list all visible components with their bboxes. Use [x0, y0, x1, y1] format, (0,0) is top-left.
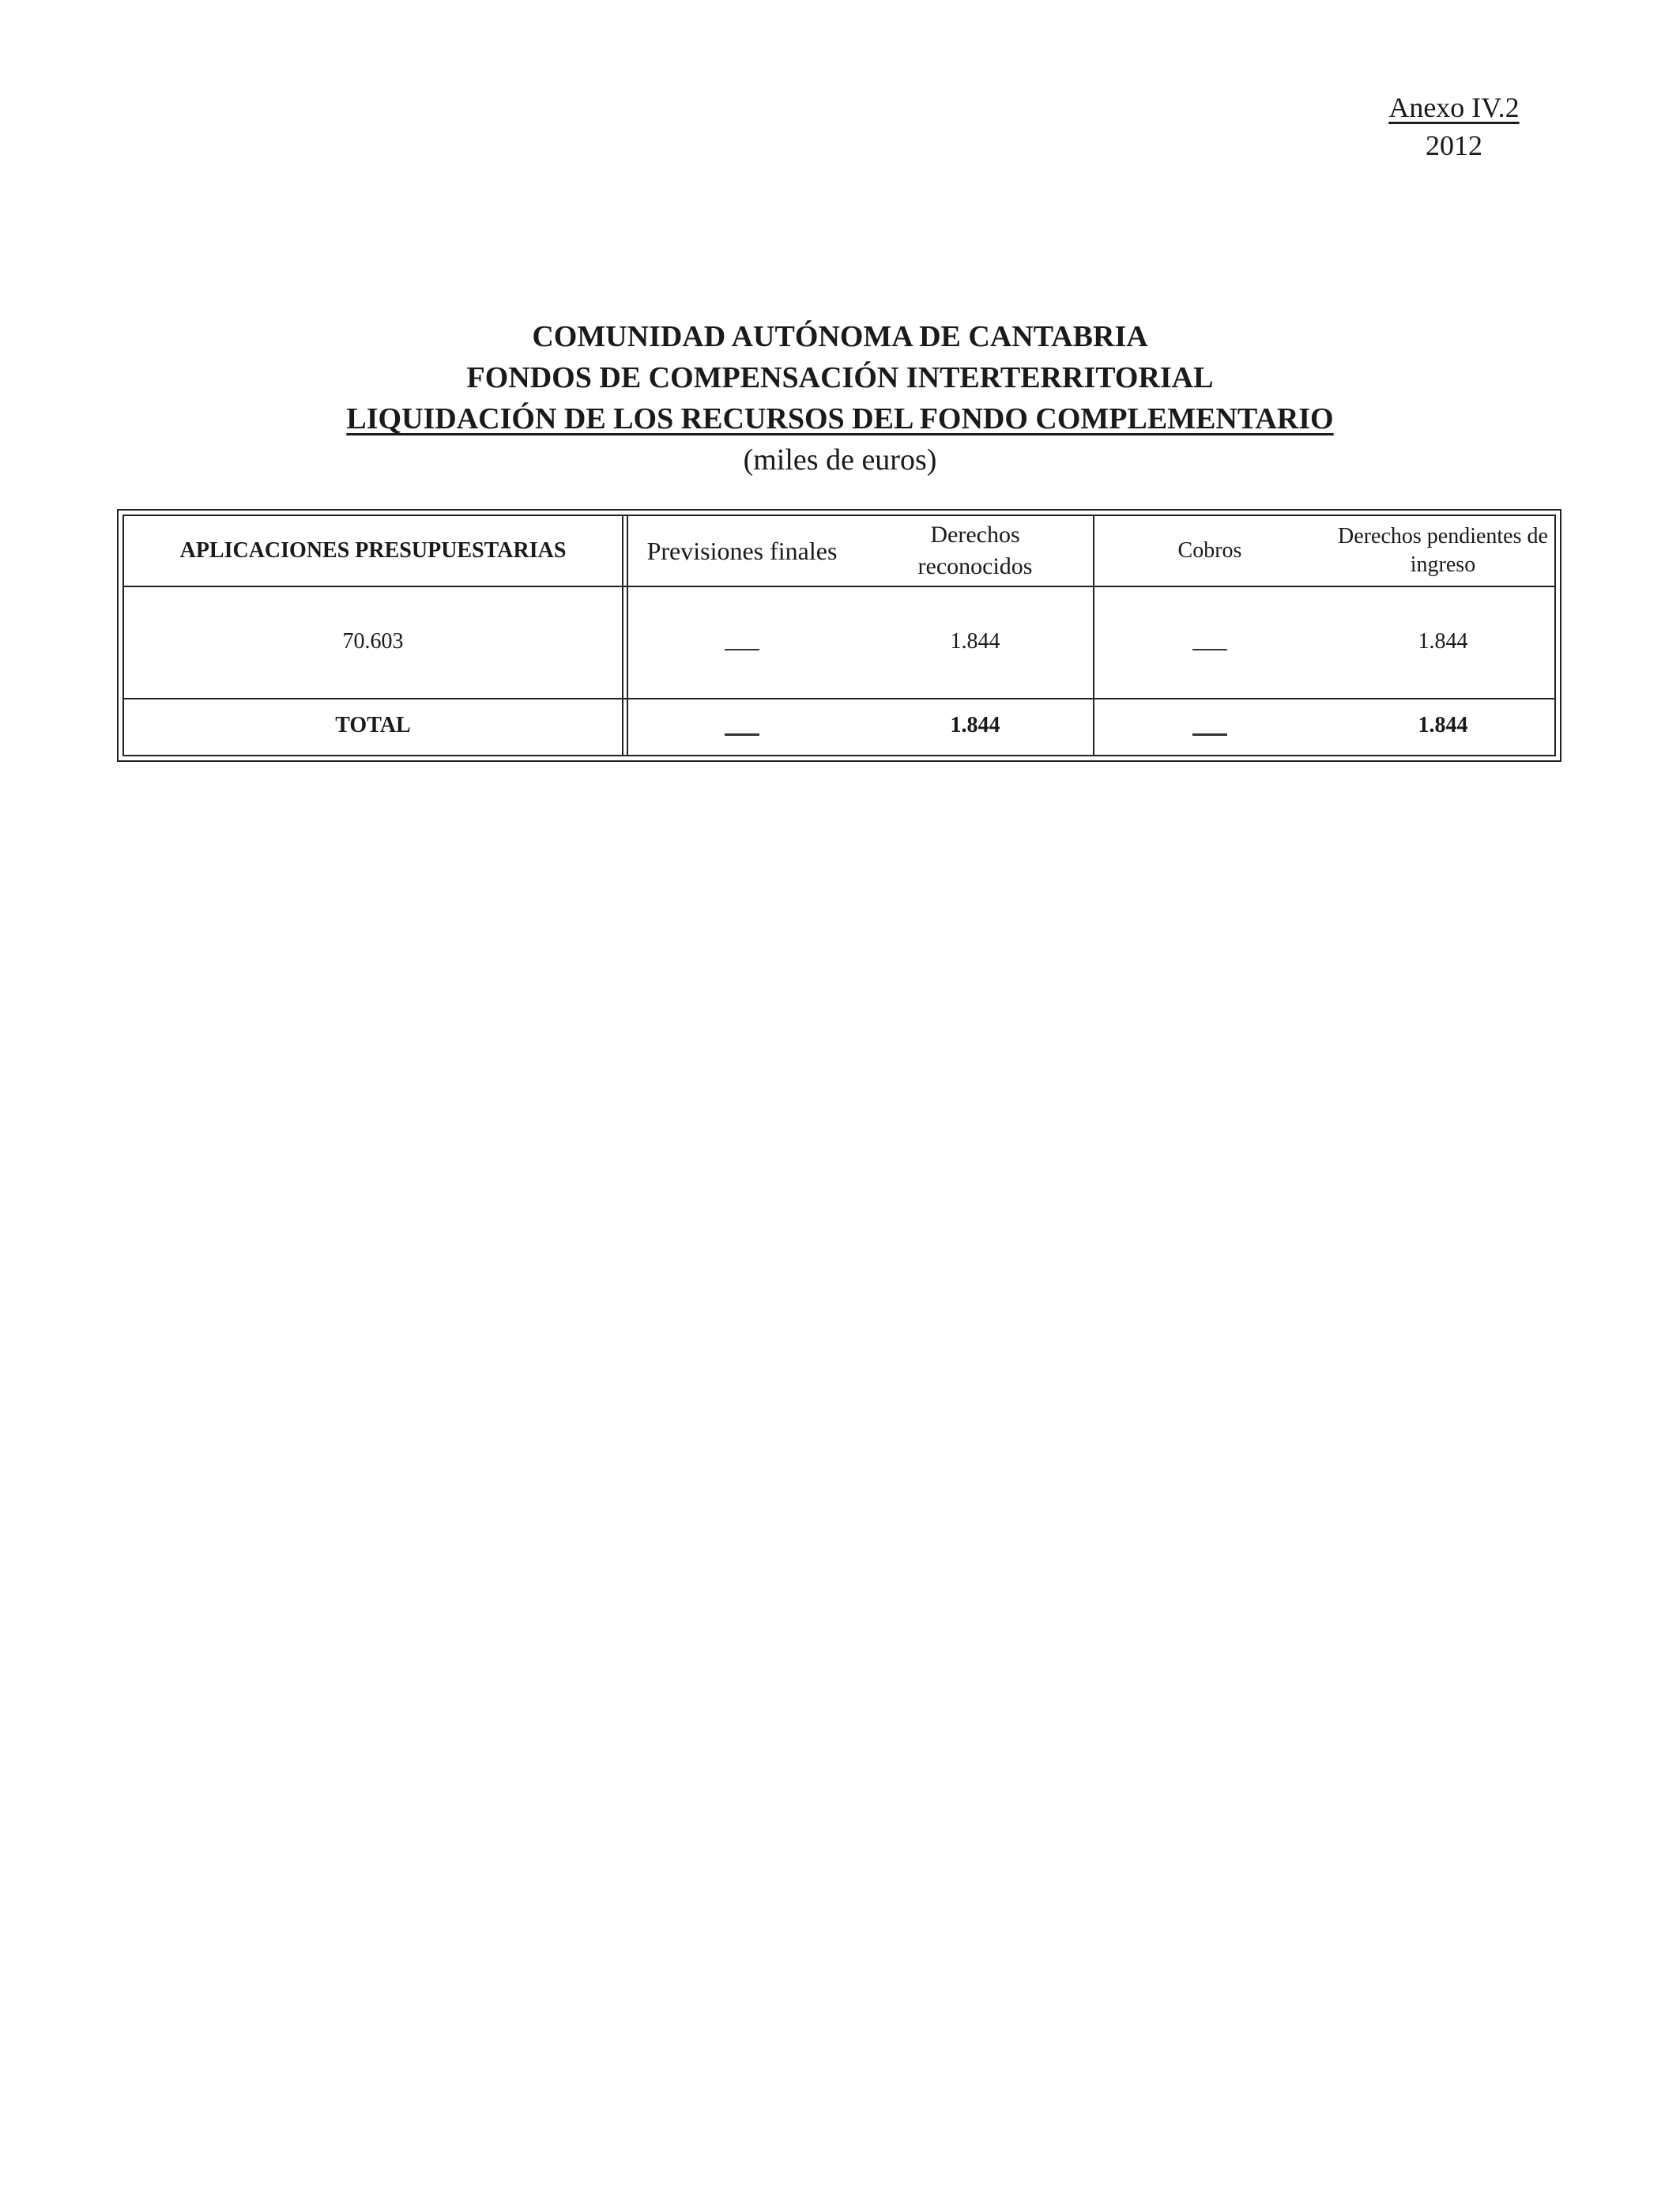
- total-label: TOTAL: [335, 713, 411, 737]
- total-pendientes: 1.844: [1418, 713, 1468, 737]
- header-derechos: [857, 516, 1093, 586]
- title-community: COMUNIDAD AUTÓNOMA DE CANTABRIA: [532, 320, 1148, 353]
- document-titles: [0, 316, 1680, 481]
- header-derechos-line1: Derechos: [930, 522, 1020, 548]
- header-pendientes-line2: ingreso: [1410, 552, 1476, 577]
- title-liquidation: LIQUIDACIÓN DE LOS RECURSOS DEL FONDO COMPLEMENTARIO: [346, 402, 1334, 435]
- header-aplicaciones: APLICACIONES PRESUPUESTARIAS: [179, 538, 567, 563]
- empty-value-dash: [725, 733, 759, 736]
- total-derechos: 1.844: [950, 713, 1000, 737]
- liquidation-table-inner: [122, 515, 1556, 756]
- row-pendientes: 1.844: [1418, 629, 1468, 654]
- header-pendientes-line1: Derechos pendientes de: [1338, 524, 1548, 548]
- total-previsiones-empty: [627, 698, 857, 753]
- empty-value-dash: [725, 649, 759, 650]
- row-aplicacion: 70.603: [342, 629, 404, 654]
- empty-value-dash: [1192, 649, 1227, 650]
- header-pendientes: [1327, 516, 1559, 586]
- total-cobros-empty: [1093, 698, 1327, 753]
- header-cobros: Cobros: [1177, 538, 1242, 563]
- annex-reference: Anexo IV.2: [1388, 92, 1520, 123]
- row-previsiones-empty: [627, 586, 857, 698]
- header-previsiones: Previsiones finales: [646, 536, 838, 565]
- liquidation-table: [117, 509, 1561, 762]
- title-unit: (miles de euros): [743, 443, 937, 477]
- empty-value-dash: [1192, 733, 1227, 736]
- column-divider: [622, 516, 623, 755]
- title-funds: FONDOS DE COMPENSACIÓN INTERTERRITORIAL: [466, 361, 1214, 394]
- header-derechos-line2: reconocidos: [917, 553, 1033, 579]
- row-cobros-empty: [1093, 586, 1327, 698]
- annex-year: 2012: [1426, 130, 1482, 161]
- annex-reference-block: [1343, 89, 1565, 164]
- row-derechos: 1.844: [950, 629, 1000, 654]
